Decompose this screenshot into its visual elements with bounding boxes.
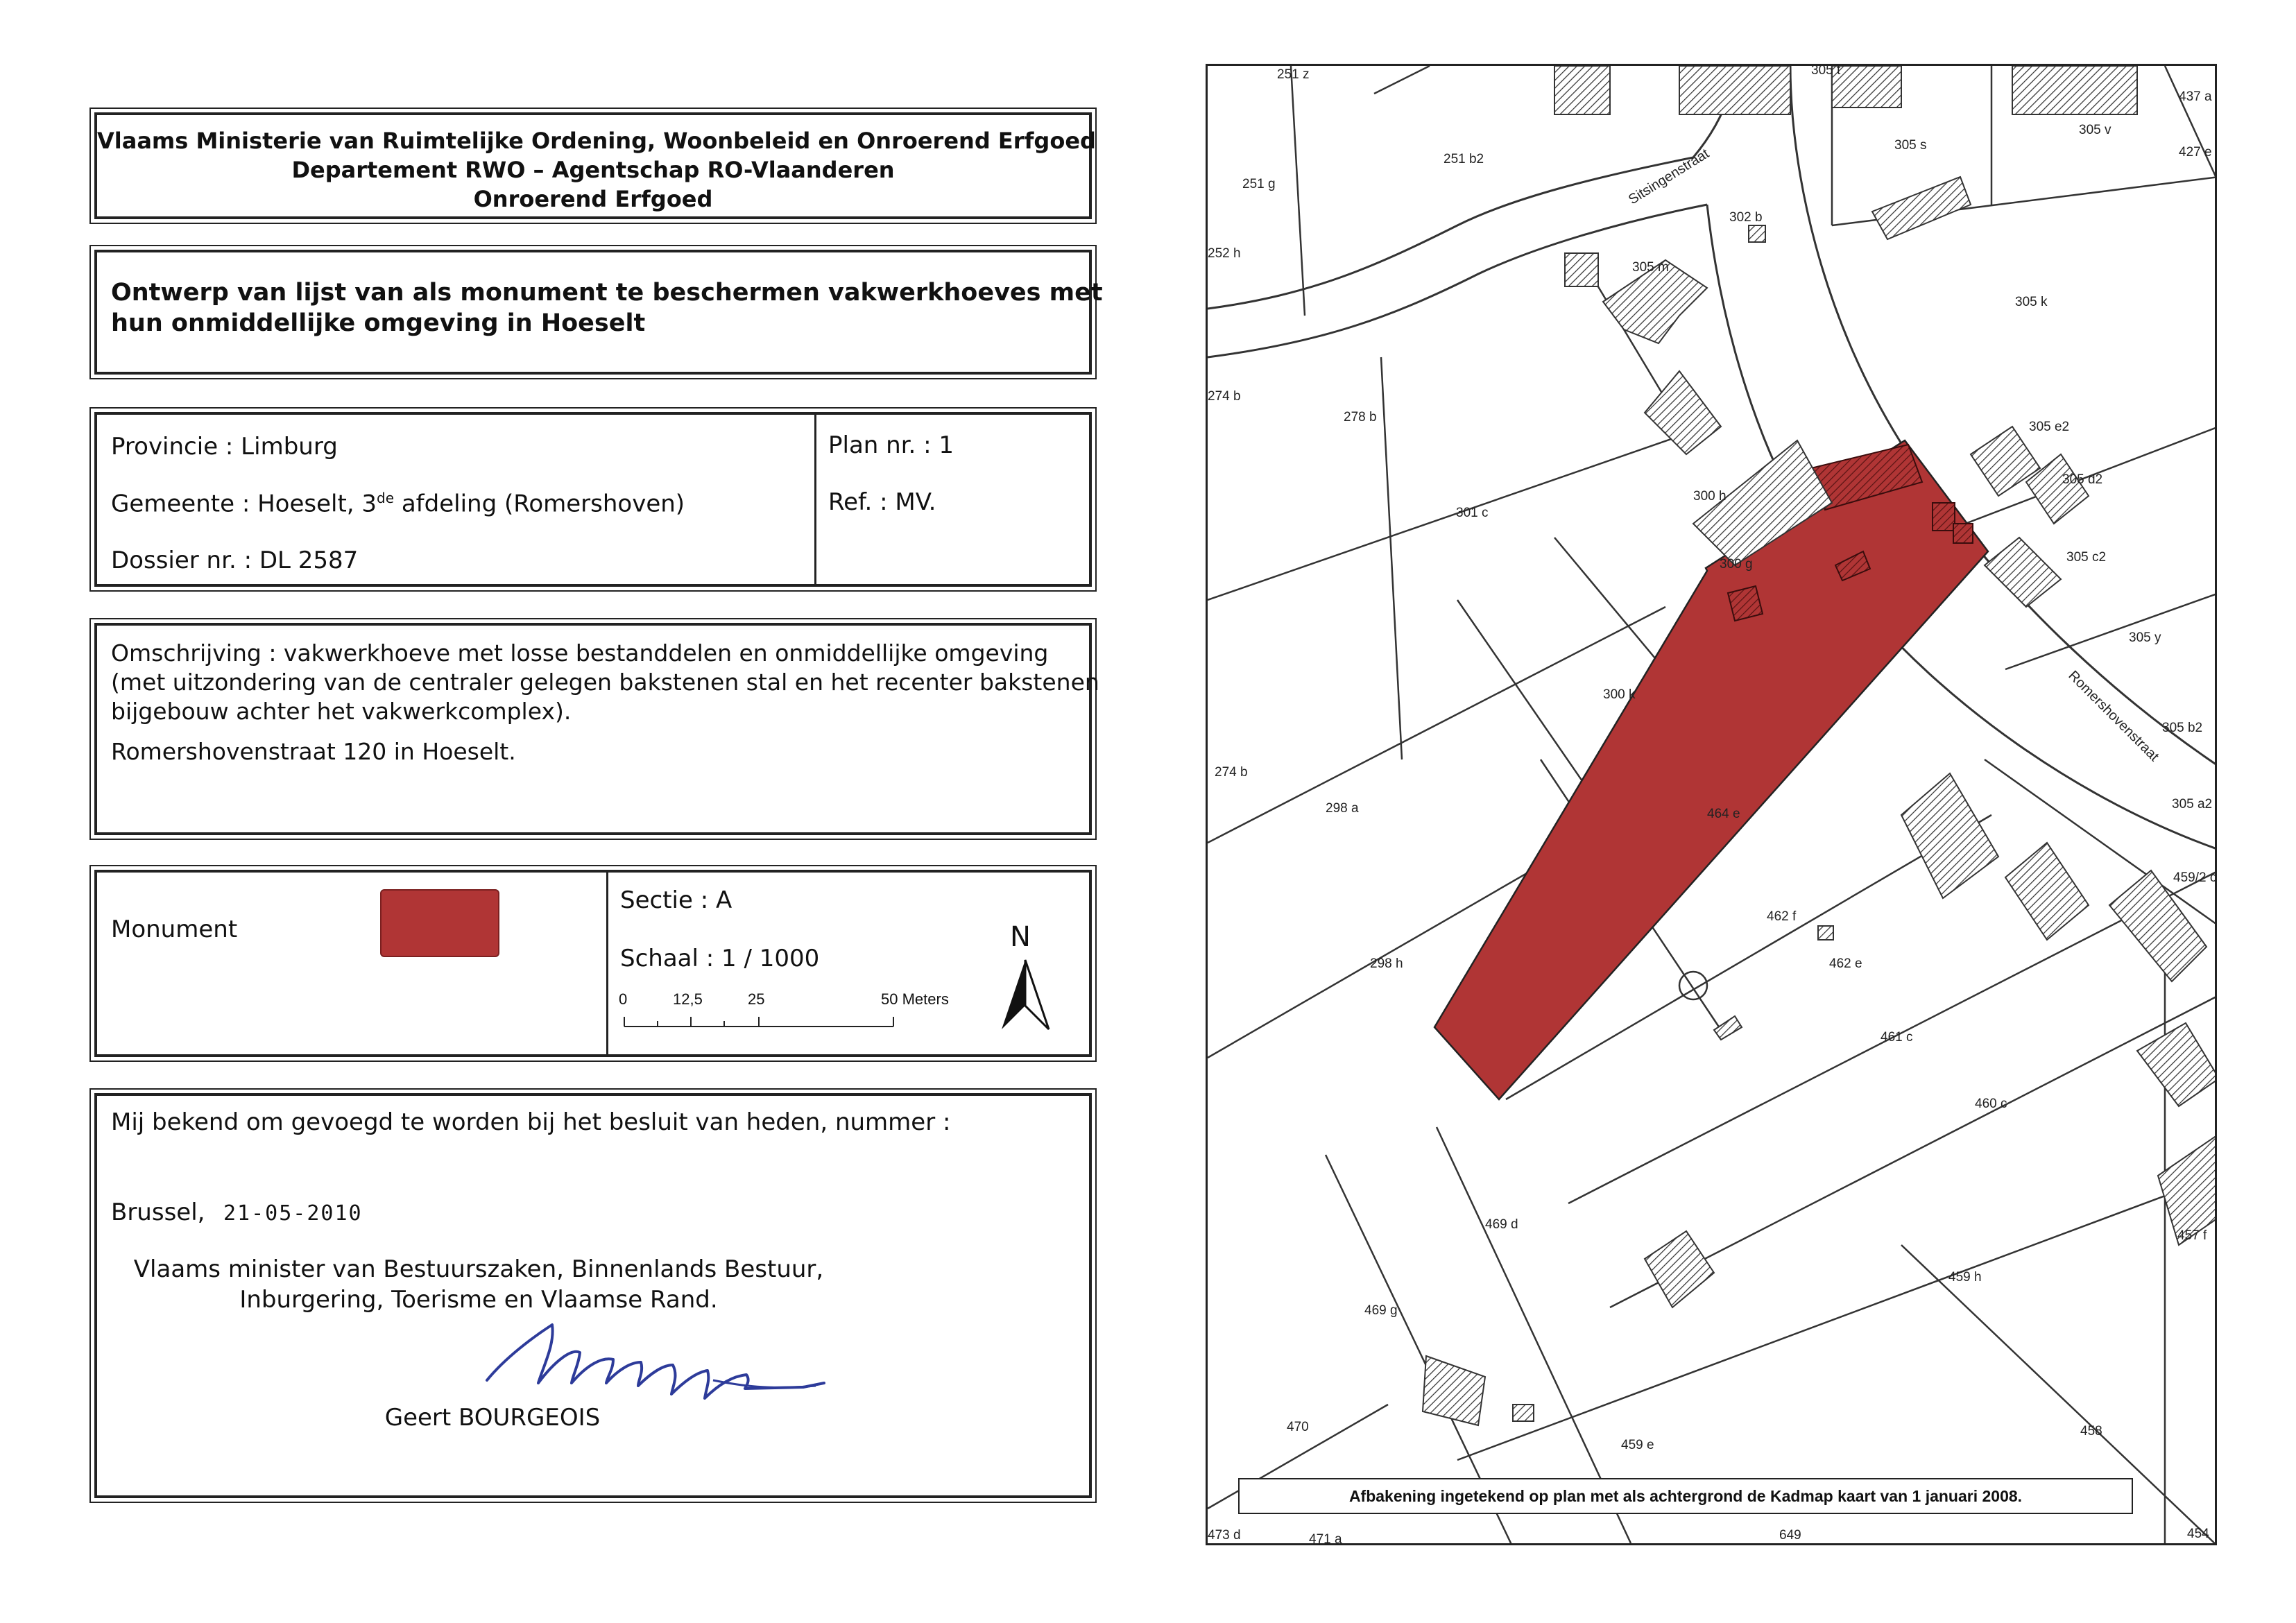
parcel-label: 301 c [1456, 506, 1489, 520]
gemeente-prefix: Gemeente : Hoeselt, 3 [111, 490, 377, 518]
header-ministry: Vlaams Ministerie van Ruimtelijke Ordening, Woonbeleid en Onroerend Erfgoed [97, 128, 1096, 154]
parcel-label: 305 d2 [2062, 472, 2103, 487]
ref-label: Ref. : MV. [828, 488, 936, 516]
description-line-1: Omschrijving : vakwerkhoeve met losse bestanddelen en onmiddellijke omgeving [111, 639, 1049, 667]
parcel-label: 298 a [1326, 801, 1359, 816]
round-structure [1679, 972, 1707, 999]
parcel-label: 461 c [1881, 1030, 1913, 1045]
title-box [94, 250, 1103, 375]
cadastral-map[interactable] [1206, 64, 2217, 1545]
legend-divider [606, 873, 608, 1054]
parcel-label: 305 m [1632, 260, 1669, 275]
parcel-label: 305 c2 [2066, 550, 2107, 565]
parcel-label: 298 h [1370, 956, 1403, 971]
parcel-label: 649 [1779, 1528, 1801, 1543]
parcel-label: 469 d [1485, 1217, 1518, 1232]
gemeente-label [111, 490, 685, 517]
sectie-label: Sectie : A [620, 886, 733, 914]
parcel-label: 459 h [1948, 1270, 1982, 1285]
header-box [94, 112, 1096, 219]
parcel-label: 251 g [1242, 177, 1276, 191]
north-arrow-icon [997, 956, 1053, 1039]
title-line-1: Ontwerp van lijst van als monument te beschermen vakwerkhoeves met [111, 279, 1103, 307]
provincie-label: Provincie : Limburg [111, 433, 338, 461]
map-caption-text: Afbakening ingetekend op plan met als achtergrond de Kadmap kaart van 1 januari 2008. [1348, 1487, 2023, 1505]
signature-intro: Mij bekend om gevoegd te worden bij het besluit van heden, nummer : [111, 1108, 951, 1136]
scale-tick-50: 50 Meters [881, 990, 949, 1008]
parcel-label: 278 b [1344, 410, 1377, 424]
parcel-label: 302 b [1729, 210, 1763, 225]
scale-tick-25: 25 [748, 990, 765, 1008]
parcel-label: 305 e2 [2029, 420, 2070, 434]
info-divider [814, 415, 816, 584]
parcel-label: 471 a [1309, 1532, 1342, 1547]
description-line-3: bijgebouw achter het vakwerkcomplex). [111, 698, 572, 725]
parcel-label: 300 h [1693, 489, 1727, 504]
signature-place: Brussel, [111, 1199, 205, 1226]
gemeente-sup: de [377, 490, 395, 506]
parcel-label: 300 k [1603, 687, 1636, 702]
parcel-label: 459/2 c [2173, 870, 2217, 885]
parcel-label: 464 e [1707, 807, 1740, 821]
plan-label: Plan nr. : 1 [828, 431, 954, 459]
header-department: Departement RWO – Agentschap RO-Vlaanderen [291, 157, 895, 183]
parcel-label: 470 [1287, 1420, 1309, 1434]
parcel-label: 305 v [2079, 123, 2111, 137]
parcel-label: 274 b [1208, 389, 1241, 404]
parcel-label: 305 k [2015, 295, 2048, 309]
parcel-label: 460 c [1975, 1097, 2007, 1111]
minister-line-2: Inburgering, Toerisme en Vlaamse Rand. [239, 1286, 718, 1314]
scale-bar [619, 990, 949, 1032]
scale-tick-0: 0 [619, 990, 628, 1008]
parcel-label: 462 f [1767, 909, 1797, 924]
parcel-label: 305 s [1894, 138, 1927, 153]
parcel-label: 305 b2 [2162, 721, 2203, 735]
street-label-sitsingen: Sitsingenstraat [1625, 146, 1712, 208]
parcel-label: 473 d [1208, 1528, 1241, 1543]
parcel-label: 274 b [1215, 765, 1248, 780]
scale-bar-ticks [623, 1013, 900, 1033]
signature-date: 21-05-2010 [223, 1201, 363, 1226]
parcel-label: 459 e [1621, 1438, 1654, 1452]
scale-tick-12: 12,5 [673, 990, 703, 1008]
map-caption [1238, 1478, 2133, 1514]
parcel-label: 427 e [2179, 145, 2212, 160]
parcel-label: 305 t [1811, 66, 1841, 78]
parcel-label: 305 y [2129, 630, 2161, 645]
info-box [94, 412, 1092, 587]
legend-box [94, 870, 1092, 1057]
signature-scribble-icon [477, 1316, 838, 1414]
parcel-label: 305 a2 [2172, 797, 2213, 812]
parcel-label: 252 h [1208, 246, 1241, 261]
minister-line-1: Vlaams minister van Bestuurszaken, Binnenlands Bestuur, [133, 1255, 824, 1283]
dossier-label: Dossier nr. : DL 2587 [111, 547, 359, 574]
parcel-label: 458 [2080, 1424, 2102, 1439]
title-line-2: hun onmiddellijke omgeving in Hoeselt [111, 309, 646, 337]
parcel-label: 251 b2 [1443, 152, 1484, 166]
parcel-label: 454 [2187, 1527, 2209, 1541]
gemeente-suffix: afdeling (Romershoven) [394, 490, 685, 518]
parcel-label: 457 f [2177, 1228, 2207, 1243]
description-line-2: (met uitzondering van de centraler gelegen bakstenen stal en het recenter bakstenen [111, 669, 1099, 696]
parcel-label: 469 g [1364, 1303, 1398, 1318]
parcel-label: 300 g [1720, 557, 1753, 572]
monument-swatch [380, 889, 499, 957]
schaal-label: Schaal : 1 / 1000 [620, 945, 820, 972]
monument-label: Monument [111, 916, 238, 943]
north-label: N [1010, 921, 1031, 953]
parcel-label: 437 a [2179, 89, 2212, 104]
description-box [94, 623, 1099, 835]
signatory-name: Geert BOURGEOIS [384, 1404, 601, 1432]
signature-box [94, 1093, 1092, 1498]
parcel-label: 251 z [1277, 67, 1310, 82]
header-agency: Onroerend Erfgoed [473, 186, 713, 212]
description-line-4: Romershovenstraat 120 in Hoeselt. [111, 738, 516, 765]
street-label-romershoven: Romershovenstraat [2065, 667, 2162, 764]
parcel-label: 462 e [1829, 956, 1862, 971]
map-drawing [1208, 66, 2217, 1545]
